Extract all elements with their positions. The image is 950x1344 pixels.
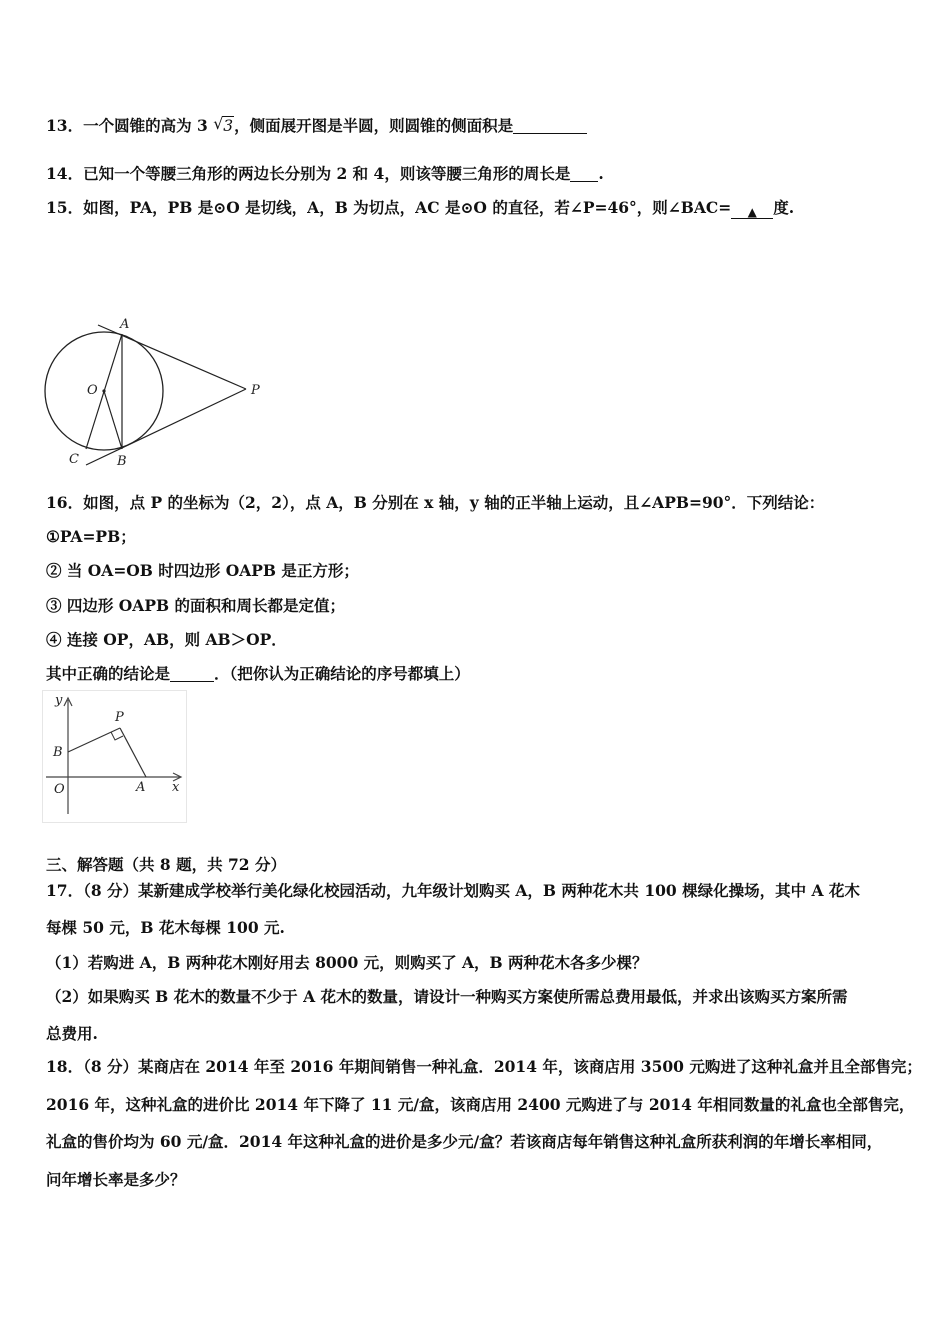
radius-ob: [104, 391, 122, 449]
figure-15-circle-tangents: [40, 312, 270, 472]
section-3-title: 三、解答题（共 8 题，共 72 分）: [46, 855, 286, 874]
label-a: A: [136, 780, 146, 795]
right-angle-mark: [111, 732, 123, 740]
segment-pa: [120, 728, 146, 777]
conclusion-1: ①PA=PB；: [46, 527, 136, 546]
label-y: y: [55, 693, 63, 708]
question-17-sub-1: （1）若购进 A，B 两种花木刚好用去 8000 元，则购买了 A，B 两种花木各多少棵？: [46, 953, 648, 972]
label-x: x: [172, 780, 180, 795]
answer-blank: ▲: [731, 202, 773, 219]
label-p: P: [115, 710, 124, 725]
answer-blank: [513, 117, 587, 134]
question-17-sub-2a: （2）如果购买 B 花木的数量不少于 A 花木的数量，请设计一种购买方案使所需总费用最低，并求出该购买方案所需: [46, 987, 848, 1006]
conclusion-2: ② 当 OA=OB 时四边形 OAPB 是正方形；: [46, 561, 359, 580]
question-17-line-1: 17．（8 分）某新建成学校举行美化绿化校园活动，九年级计划购买 A，B 两种花木共 100 棵绿化操场，其中 A 花木: [46, 881, 860, 900]
radical-sign: √: [213, 114, 224, 133]
segment-bp: [68, 728, 120, 752]
question-17-line-2: 每棵 50 元，B 花木每棵 100 元.: [46, 918, 285, 937]
label-b: B: [53, 745, 63, 760]
label-c: C: [69, 452, 79, 467]
question-13: 13．一个圆锥的高为 3 √ 3，侧面展开图是半圆，则圆锥的侧面积是: [46, 116, 587, 136]
sqrt-expression: √ 3: [213, 114, 234, 135]
question-18-line-2: 2016 年，这种礼盒的进价比 2014 年下降了 11 元/盒，该商店用 2400 元购进了与 2014 年相同数量的礼盒也全部售完，: [46, 1095, 915, 1114]
question-18-line-1: 18．（8 分）某商店在 2014 年至 2016 年期间销售一种礼盒．2014 年，该商店用 3500 元购进了这种礼盒并且全部售完；: [46, 1057, 922, 1076]
question-16-closing: 其中正确的结论是 ．（把你认为正确结论的序号都填上）: [46, 664, 470, 683]
figure-16-coordinate: [42, 690, 192, 825]
center-point: [102, 389, 105, 392]
answer-blank: [570, 165, 598, 182]
question-15: 15．如图，PA，PB 是⊙O 是切线，A，B 为切点，AC 是⊙O 的直径，若∠P=46°，则∠BAC= ▲ 度.: [46, 198, 795, 219]
question-18-line-3: 礼盒的售价均为 60 元/盒．2014 年这种礼盒的进价是多少元/盒？若该商店每年销售这种礼盒所获利润的年增长率相同，: [46, 1132, 883, 1151]
label-p: P: [251, 383, 260, 398]
label-o: O: [54, 782, 65, 797]
label-o: O: [87, 383, 98, 398]
conclusion-4: ④ 连接 OP，AB，则 AB＞OP．: [46, 630, 287, 649]
question-17-sub-2b: 总费用.: [46, 1024, 98, 1043]
question-16-stem: 16．如图，点 P 的坐标为（2，2），点 A，B 分别在 x 轴，y 轴的正半轴上运动，且∠APB=90°．下列结论：: [46, 493, 825, 512]
tangent-pb: [86, 389, 246, 465]
question-18-line-4: 问年增长率是多少？: [46, 1170, 186, 1189]
question-14: 14．已知一个等腰三角形的两边长分别为 2 和 4，则该等腰三角形的周长是 .: [46, 164, 604, 183]
conclusion-3: ③ 四边形 OAPB 的面积和周长都是定值；: [46, 596, 345, 615]
label-b: B: [117, 454, 127, 469]
tangent-pa: [98, 325, 246, 389]
label-a: A: [120, 317, 130, 332]
answer-blank: [170, 665, 214, 682]
